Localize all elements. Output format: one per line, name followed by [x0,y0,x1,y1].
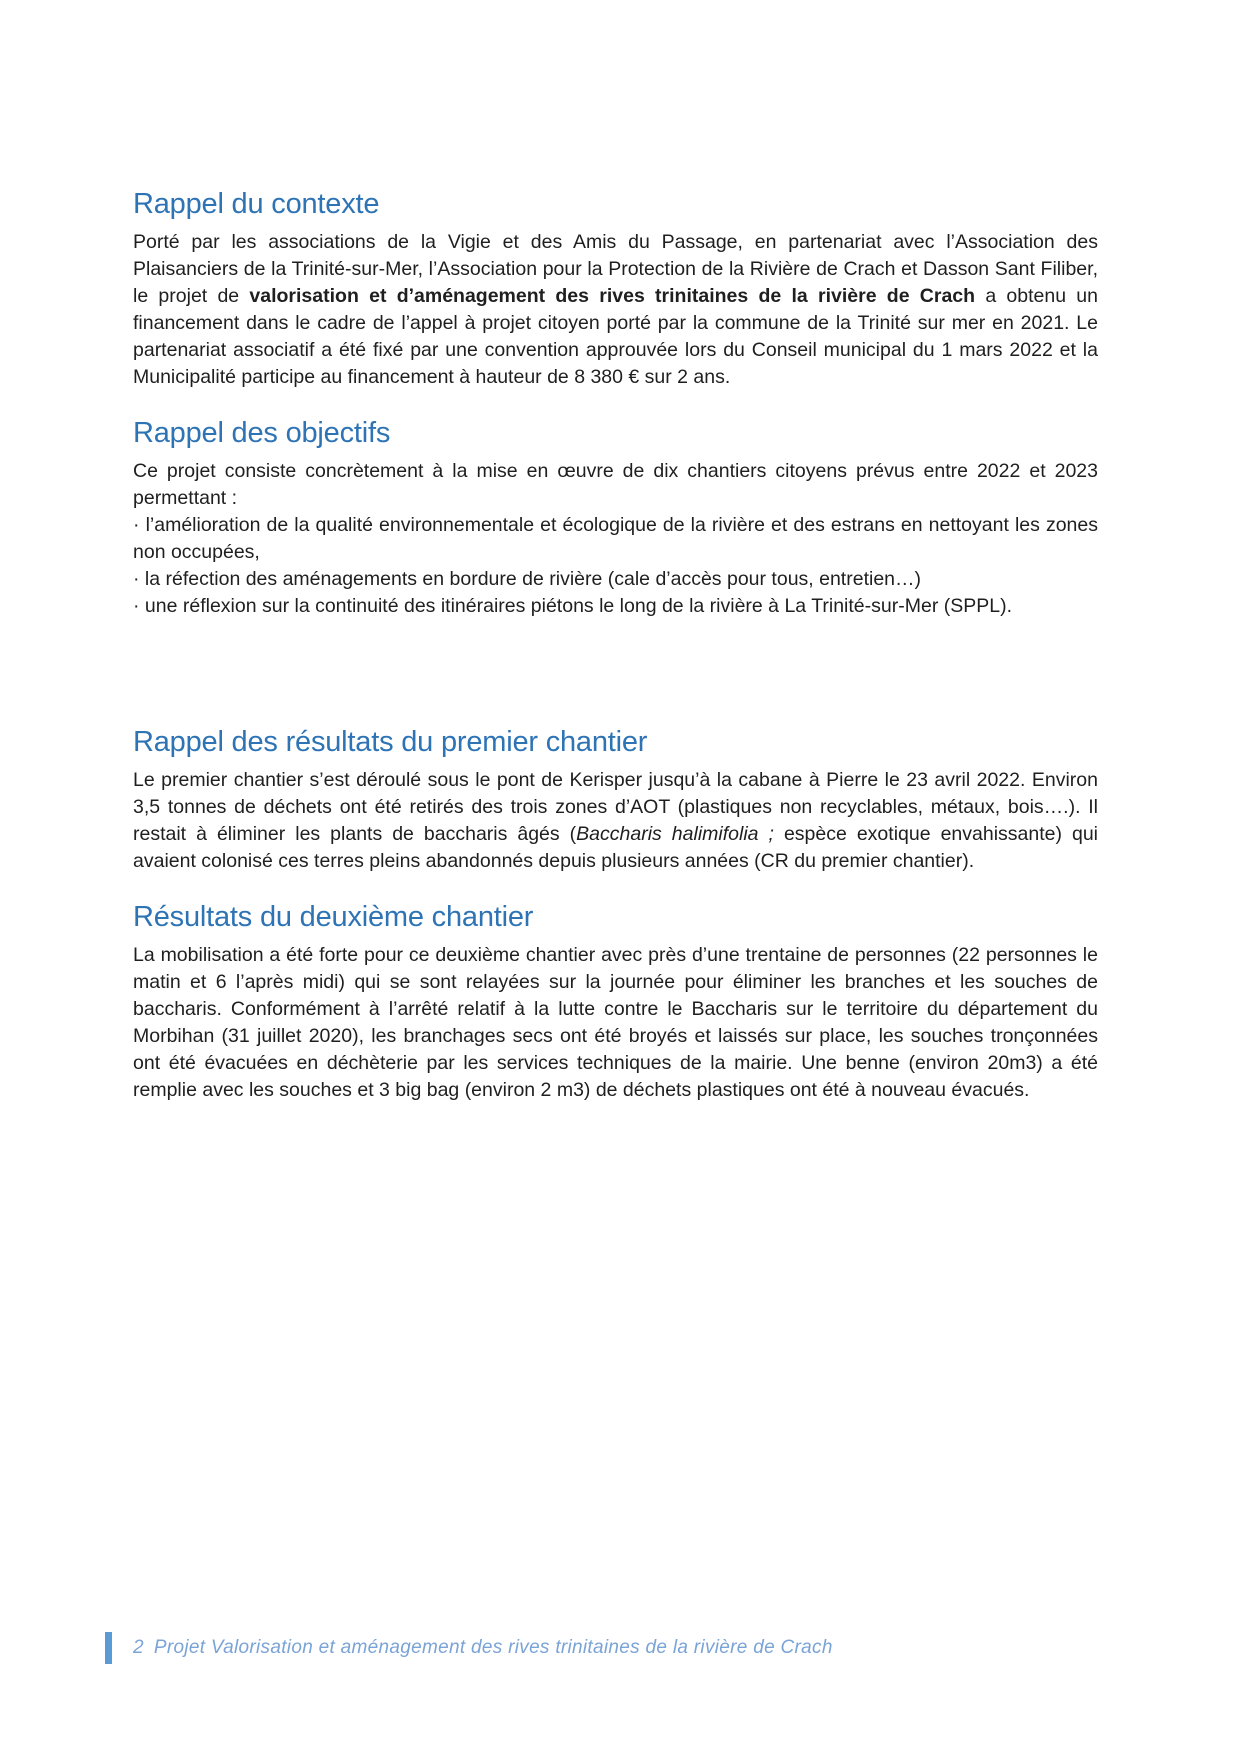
section-rappel-du-contexte [133,186,1098,391]
section-resultats-deuxieme-chantier [133,899,1098,1104]
text-run: · une réflexion sur la continuité des itinéraires piétons le long de la rivière à La Trinité-sur-Mer (SPPL). [133,595,1012,617]
text-run: · la réfection des aménagements en bordure de rivière (cale d’accès pour tous, entretien…) [133,568,921,590]
text-run: Baccharis halimifolia ; [576,823,774,845]
section-heading: Rappel des objectifs [133,417,391,449]
page-footer [105,1632,833,1664]
section-rappel-des-objectifs [133,415,1098,620]
text-run: a obtenu un financement dans le cadre de l’appel à projet citoyen porté par la commune de la Trinité sur mer en 2021. Le partenariat associatif a été fixé par une convention approuvée lors du Conseil municipal du 1 mars 2022 et la Municipalité participe au financement à hauteur de 8 380 € sur 2 ans. [133,285,1099,388]
text-run: · l’amélioration de la qualité environnementale et écologique de la rivière et des estrans en nettoyant les zones non occupées, [133,514,1098,563]
paragraph [133,229,1098,391]
text-run: valorisation et d’aménagement des rives trinitaines de la rivière de Crach [249,285,976,307]
paragraph [133,767,1098,875]
section-heading: Résultats du deuxième chantier [133,901,534,933]
section-resultats-premier-chantier [133,724,1098,875]
bullet-line [133,566,1098,593]
document-body [133,186,1098,1104]
text-run: La mobilisation a été forte pour ce deuxième chantier avec près d’une trentaine de personnes (22 personnes le matin et 6 l’après midi) qui se sont relayées sur la journée pour éliminer les branches et les souches de baccharis. Conformément à l’arrêté relatif à la lutte contre le Baccharis sur le territoire du département du Morbihan (31 juillet 2020), les branchages secs ont été broyés et laissés sur place, les souches tronçonnées ont été évacuées en déchèterie par les services techniques de la mairie. Une benne (environ 20m3) a été remplie avec les souches et 3 big bag (environ 2 m3) de déchets plastiques ont été à nouveau évacués. [133,944,1098,1101]
page-number: 2 [133,1637,144,1658]
footer-accent-bar [105,1632,112,1664]
footer-text [133,1637,833,1659]
paragraph [133,458,1098,512]
footer-title: Projet Valorisation et aménagement des rives trinitaines de la rivière de Crach [153,1637,833,1658]
section-heading: Rappel des résultats du premier chantier [133,726,648,758]
text-run: Le premier chantier s’est déroulé sous le pont de Kerisper jusqu’à la cabane à Pierre le 23 avril 2022. Environ 3,5 tonnes de déchets ont été retirés des trois zones d’AOT (plastiques non recyclables, métaux, bois….). Il restait à éliminer les plants de baccharis âgés ( [133,769,1098,845]
text-run: Porté par les associations de la Vigie et des Amis du Passage, en partenariat avec l’Association des Plaisanciers de la Trinité-sur-Mer, l’Association pour la Protection de la Rivière de Crach et Dasson Sant Filiber, le projet de [133,231,1098,307]
section-heading: Rappel du contexte [133,188,380,220]
bullet-line [133,512,1098,566]
text-run: espèce exotique envahissante) qui avaient colonisé ces terres pleins abandonnés depuis plusieurs années (CR du premier chantier). [133,823,1099,872]
paragraph [133,942,1098,1104]
bullet-line [133,593,1098,620]
text-run: Ce projet consiste concrètement à la mise en œuvre de dix chantiers citoyens prévus entre 2022 et 2023 permettant : [133,460,1098,509]
